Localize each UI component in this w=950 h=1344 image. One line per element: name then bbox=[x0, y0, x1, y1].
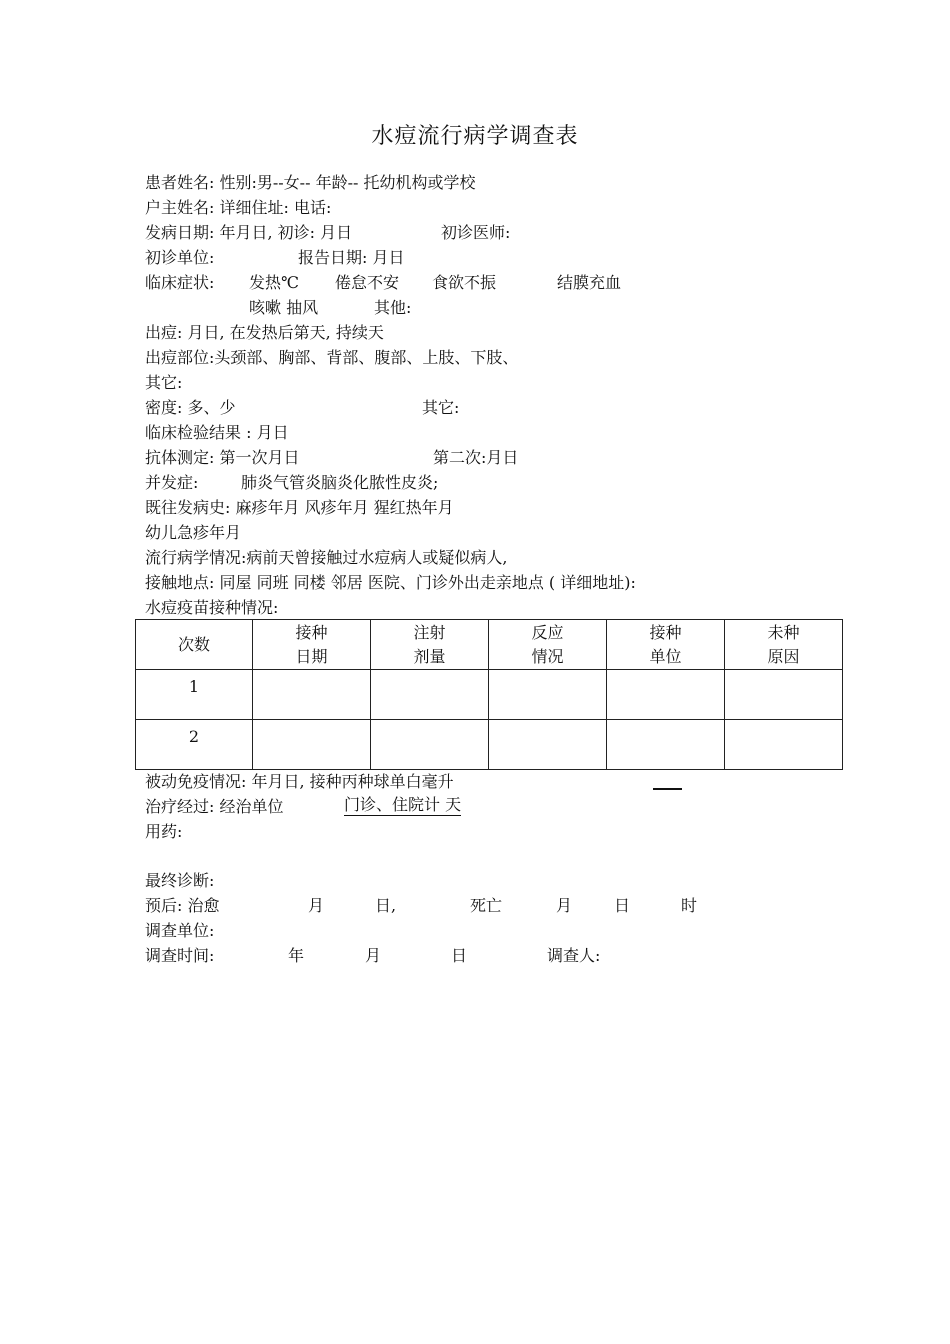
history-text-2: 幼儿急疹年月 bbox=[145, 523, 242, 542]
final-diagnosis-text: 最终诊断: bbox=[145, 871, 215, 890]
prognosis-cured: 预后: 治愈 bbox=[145, 896, 220, 915]
symptom-conjunctivitis: 结膜充血 bbox=[557, 273, 622, 292]
surveyor-label: 调查人: bbox=[547, 946, 601, 965]
table-cell[interactable] bbox=[489, 720, 607, 770]
first-unit-text: 初诊单位: bbox=[145, 248, 215, 267]
rash-site-text: 出痘部位:头颈部、胸部、背部、腹部、上肢、下肢、 bbox=[145, 348, 519, 367]
patient-info-text: 患者姓名: 性别:男--女-- 年龄-- 托幼机构或学校 bbox=[145, 173, 476, 192]
vaccine-heading-text: 水痘疫苗接种情况: bbox=[145, 598, 279, 617]
density-other-text: 其它: bbox=[422, 398, 460, 417]
medication-text: 用药: bbox=[145, 822, 183, 841]
report-date-text: 报告日期: 月日 bbox=[298, 248, 405, 267]
rash-other-text: 其它: bbox=[145, 373, 183, 392]
death-hour: 时 bbox=[681, 896, 698, 915]
vaccine-heading-line bbox=[145, 596, 278, 620]
header-dose bbox=[371, 620, 489, 670]
row-number-text: 2 bbox=[188, 727, 200, 746]
vaccine-table bbox=[135, 619, 843, 770]
header-date bbox=[253, 620, 371, 670]
header-reason bbox=[725, 620, 843, 670]
contact-place-line bbox=[145, 571, 636, 595]
table-row bbox=[136, 720, 843, 770]
header-reaction bbox=[489, 620, 607, 670]
table-cell[interactable] bbox=[607, 670, 725, 720]
table-cell[interactable] bbox=[253, 720, 371, 770]
first-unit-line bbox=[145, 246, 645, 270]
row-number-text: 1 bbox=[188, 677, 200, 696]
survey-unit-text: 调查单位: bbox=[145, 921, 215, 940]
survey-day: 日 bbox=[451, 946, 468, 965]
header-date-line2: 日期 bbox=[295, 646, 328, 666]
treatment-label: 治疗经过: 经治单位 bbox=[145, 797, 284, 816]
prognosis-death: 死亡 bbox=[470, 896, 503, 915]
header-reason-line2: 原因 bbox=[767, 646, 800, 666]
final-diagnosis-line bbox=[145, 869, 214, 893]
page-title: 水痘流行病学调查表 bbox=[371, 124, 579, 149]
table-cell[interactable] bbox=[253, 670, 371, 720]
table-cell[interactable] bbox=[725, 670, 843, 720]
onset-date-text: 发病日期: 年月日, 初诊: 月日 bbox=[145, 223, 353, 242]
antibody-second-text: 第二次:月日 bbox=[433, 448, 519, 467]
header-unit bbox=[607, 620, 725, 670]
lab-result-line bbox=[145, 421, 289, 445]
survey-unit-line bbox=[145, 919, 214, 943]
death-day: 日 bbox=[614, 896, 631, 915]
treatment-underlined-text: 门诊、住院计 天 bbox=[344, 795, 462, 814]
symptom-other: 其他: bbox=[374, 298, 412, 317]
passive-immunity-line bbox=[145, 770, 454, 794]
complications-label: 并发症: bbox=[145, 473, 199, 492]
first-doctor-text: 初诊医师: bbox=[441, 223, 511, 242]
header-unit-line1: 接种 bbox=[649, 622, 682, 642]
complications-text: 肺炎气管炎脑炎化脓性皮炎; bbox=[241, 473, 439, 492]
header-count bbox=[136, 620, 253, 670]
passive-immunity-text: 被动免疫情况: 年月日, 接种丙种球单白毫升 bbox=[145, 772, 454, 791]
symptom-fatigue: 倦怠不安 bbox=[335, 273, 400, 292]
rash-other-line bbox=[145, 371, 182, 395]
table-cell[interactable] bbox=[725, 720, 843, 770]
header-dose-line1: 注射 bbox=[413, 622, 446, 642]
header-reaction-line1: 反应 bbox=[531, 622, 564, 642]
householder-line bbox=[145, 196, 331, 220]
symptoms-line bbox=[145, 271, 645, 295]
patient-info-line bbox=[145, 171, 475, 195]
table-cell[interactable] bbox=[371, 720, 489, 770]
prognosis-day: 日, bbox=[375, 896, 397, 915]
survey-year: 年 bbox=[288, 946, 305, 965]
medication-line bbox=[145, 820, 182, 844]
survey-time-line bbox=[145, 944, 745, 968]
survey-time-label: 调查时间: bbox=[145, 946, 215, 965]
density-text: 密度: 多、少 bbox=[145, 398, 236, 417]
history-text: 既往发病史: 麻疹年月 风疹年月 猩红热年月 bbox=[145, 498, 454, 517]
antibody-first-text: 抗体测定: 第一次月日 bbox=[145, 448, 300, 467]
onset-date-line bbox=[145, 221, 645, 245]
treatment-line bbox=[145, 795, 595, 819]
blank-underline bbox=[653, 788, 682, 790]
lab-result-text: 临床检验结果 : 月日 bbox=[145, 423, 289, 442]
header-unit-line2: 单位 bbox=[649, 646, 682, 666]
symptom-anorexia: 食欲不振 bbox=[432, 273, 497, 292]
prognosis-line bbox=[145, 894, 745, 918]
symptoms-line-2 bbox=[145, 296, 645, 320]
rash-line bbox=[145, 321, 384, 345]
density-line bbox=[145, 396, 545, 420]
epidemiology-text: 流行病学情况:病前天曾接触过水痘病人或疑似病人, bbox=[145, 548, 508, 567]
rash-text: 出痘: 月日, 在发热后第天, 持续天 bbox=[145, 323, 384, 342]
header-date-line1: 接种 bbox=[295, 622, 328, 642]
epidemiology-line bbox=[145, 546, 507, 570]
rash-site-line bbox=[145, 346, 518, 370]
table-cell[interactable] bbox=[371, 670, 489, 720]
history-line bbox=[145, 496, 454, 520]
header-dose-line2: 剂量 bbox=[413, 646, 446, 666]
history-line-2 bbox=[145, 521, 241, 545]
householder-text: 户主姓名: 详细住址: 电话: bbox=[145, 198, 332, 217]
header-reason-line1: 未种 bbox=[767, 622, 800, 642]
contact-place-text: 接触地点: 同屋 同班 同楼 邻居 医院、门诊外出走亲地点 ( 详细地址): bbox=[145, 573, 636, 592]
antibody-line bbox=[145, 446, 595, 470]
symptoms-label: 临床症状: bbox=[145, 273, 215, 292]
symptom-fever: 发热℃ bbox=[249, 273, 299, 292]
row-number bbox=[136, 720, 253, 770]
complications-line bbox=[145, 471, 595, 495]
header-count-text: 次数 bbox=[177, 634, 210, 654]
death-month: 月 bbox=[556, 896, 573, 915]
vaccine-table-header bbox=[136, 620, 843, 670]
table-cell[interactable] bbox=[607, 720, 725, 770]
table-row bbox=[136, 670, 843, 720]
table-cell[interactable] bbox=[489, 670, 607, 720]
header-reaction-line2: 情况 bbox=[531, 646, 564, 666]
survey-month: 月 bbox=[365, 946, 382, 965]
prognosis-month: 月 bbox=[308, 896, 325, 915]
symptom-cough-convulsion: 咳嗽 抽风 bbox=[249, 298, 319, 317]
row-number bbox=[136, 670, 253, 720]
